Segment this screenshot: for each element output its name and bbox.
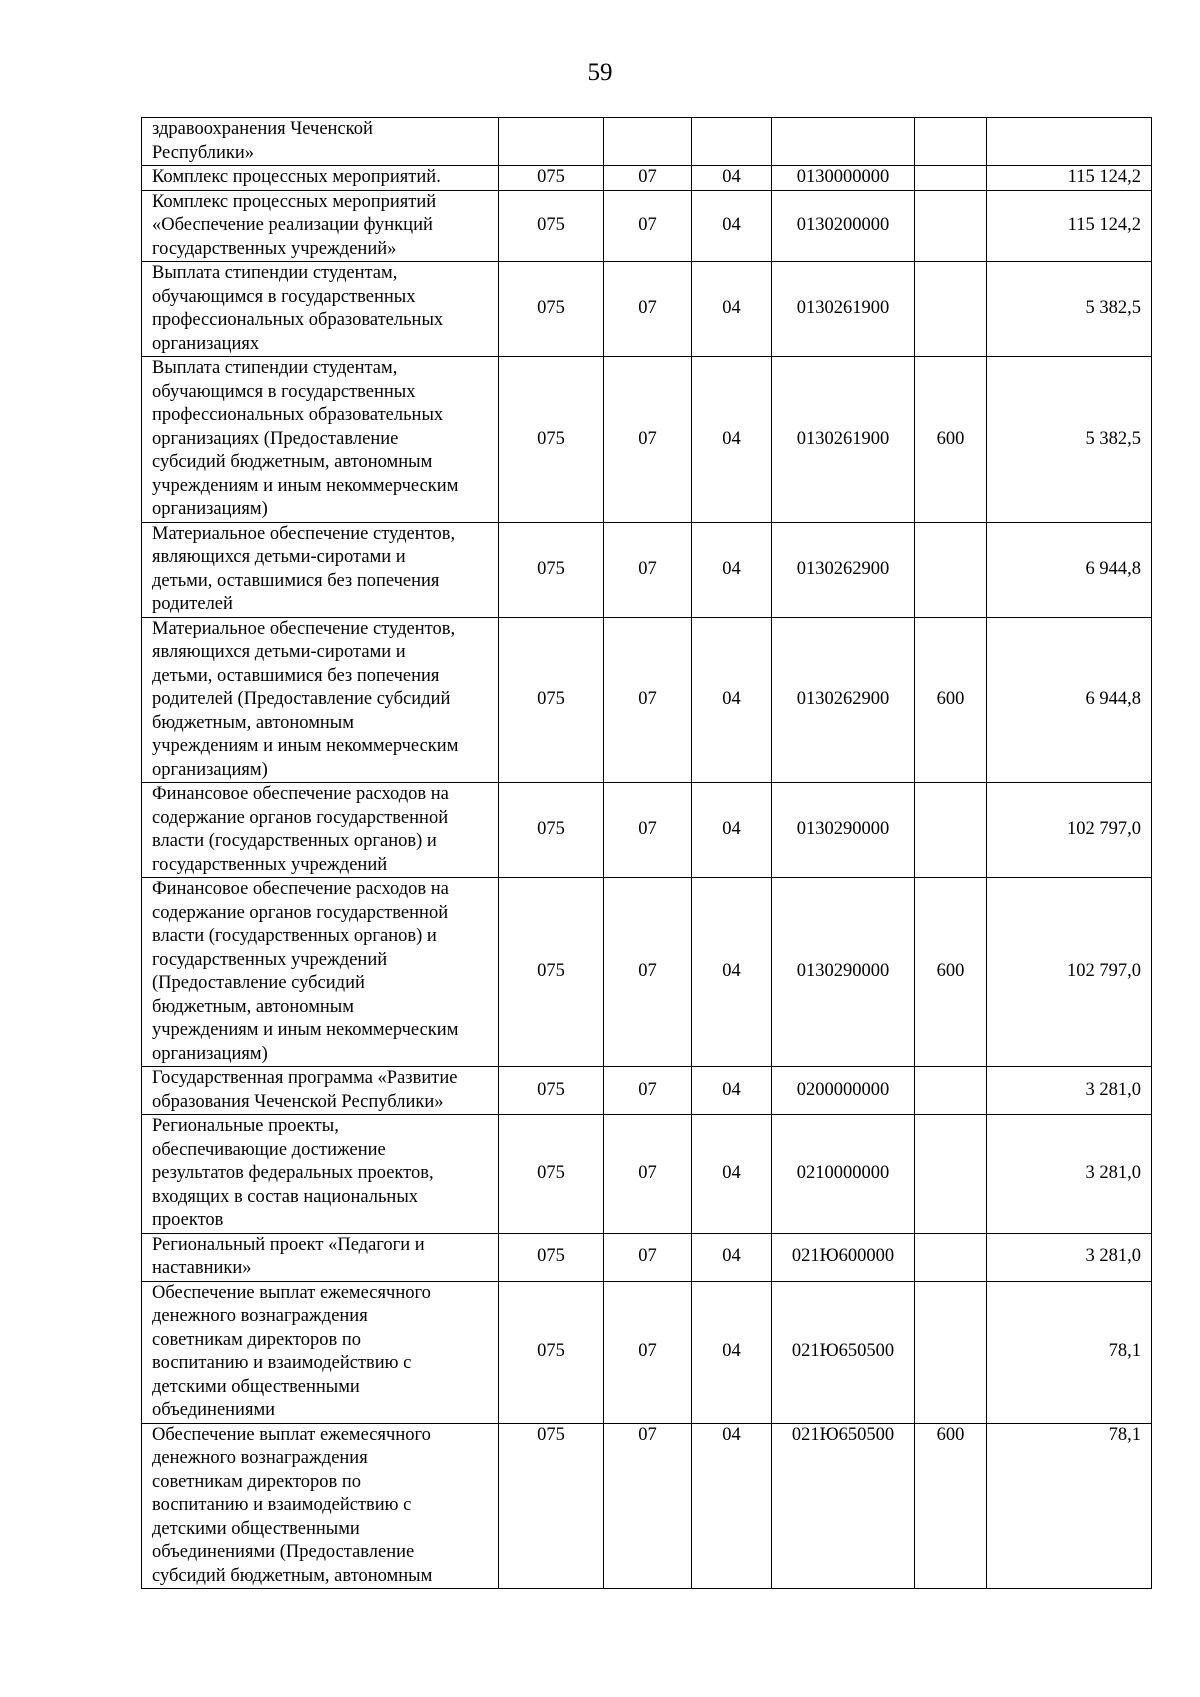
item-name-line: советникам директоров по [152,1471,362,1492]
subsection-code-cell: 04 [692,1115,772,1234]
subsection-code-cell: 04 [692,783,772,878]
expense-type-cell [915,1281,987,1423]
item-name-line: воспитанию и взаимодействию с [152,1353,412,1373]
expense-type-cell: 600 [915,357,987,523]
item-name-line: государственных учреждений» [152,238,397,259]
subsection-code-cell: 04 [692,357,772,523]
target-article-cell: 0130290000 [772,783,915,878]
item-name-cell [142,190,499,262]
item-name-line: наставники» [152,1258,252,1278]
subsection-code-cell: 04 [692,1233,772,1281]
table-row [142,617,1152,783]
section-code-cell [604,118,692,166]
subsection-code-cell: 04 [692,1281,772,1423]
expense-type-cell [915,166,987,191]
subsection-code-cell: 04 [692,166,772,191]
expense-type-cell [915,190,987,262]
item-name-line: субсидий бюджетным, автономным [152,452,433,472]
subsection-code-cell: 04 [692,522,772,617]
item-name-line: Региональный проект «Педагоги и [152,1234,425,1255]
ministry-code-cell: 075 [499,1067,604,1115]
item-name-line: родителей (Предоставление субсидий [152,689,451,709]
item-name-line: «Обеспечение реализации функций [152,215,433,235]
target-article-cell: 0130262900 [772,617,915,783]
table-row [142,878,1152,1067]
amount-cell: 3 281,0 [987,1233,1152,1281]
ministry-code-cell: 075 [499,190,604,262]
section-code-cell: 07 [604,617,692,783]
target-article-cell: 0200000000 [772,1067,915,1115]
item-name-line: Обеспечение выплат ежемесячного [152,1282,431,1303]
item-name-line: денежного вознаграждения [152,1448,368,1468]
amount-cell: 5 382,5 [987,262,1152,357]
table-row [142,1067,1152,1115]
item-name-cell [142,262,499,357]
item-name-line: обучающимся в государственных [152,286,416,307]
target-article-cell: 0210000000 [772,1115,915,1234]
item-name-cell [142,118,499,166]
section-code-cell: 07 [604,262,692,357]
item-name-line: организациях (Предоставление [152,428,399,449]
item-name-line: государственных учреждений [152,854,388,875]
amount-cell: 115 124,2 [987,190,1152,262]
amount-cell: 3 281,0 [987,1115,1152,1234]
item-name-cell [142,878,499,1067]
subsection-code-cell: 04 [692,262,772,357]
section-code-cell: 07 [604,522,692,617]
target-article-cell: 0130262900 [772,522,915,617]
item-name-line: Финансовое обеспечение расходов на [152,784,449,804]
section-code-cell: 07 [604,1423,692,1589]
item-name-line: детьми, оставшимися без попечения [152,570,440,591]
item-name-line: организациям) [152,1043,268,1064]
item-name-line: организациям) [152,759,268,780]
item-name-line: детскими общественными [152,1376,360,1397]
amount-cell: 5 382,5 [987,357,1152,523]
expense-type-cell [915,522,987,617]
budget-table [141,117,1152,1589]
item-name-cell [142,166,499,191]
section-code-cell: 07 [604,166,692,191]
subsection-code-cell: 04 [692,1423,772,1589]
table-row [142,783,1152,878]
item-name-line: учреждениям и иным некоммерческим [152,736,459,756]
table-row [142,262,1152,357]
item-name-cell [142,522,499,617]
expense-type-cell: 600 [915,878,987,1067]
item-name-line: содержание органов государственной [152,902,449,923]
item-name-line: являющихся детьми-сиротами и [152,642,406,662]
item-name-line: государственных учреждений [152,949,388,970]
item-name-line: Материальное обеспечение студентов, [152,523,456,544]
amount-cell: 102 797,0 [987,878,1152,1067]
amount-cell: 6 944,8 [987,522,1152,617]
item-name-line: профессиональных образовательных [152,310,444,330]
item-name-line: субсидий бюджетным, автономным [152,1565,433,1586]
ministry-code-cell: 075 [499,262,604,357]
item-name-line: (Предоставление субсидий [152,973,365,993]
item-name-line: учреждениям и иным некоммерческим [152,1020,459,1040]
item-name-cell [142,617,499,783]
target-article-cell: 0130290000 [772,878,915,1067]
item-name-line: образования Чеченской Республики» [152,1091,444,1112]
item-name-line: Выплата стипендии студентам, [152,263,398,283]
item-name-line: объединениями (Предоставление [152,1542,415,1562]
subsection-code-cell: 04 [692,617,772,783]
target-article-cell: 0130200000 [772,190,915,262]
item-name-line: власти (государственных органов) и [152,926,437,946]
item-name-line: бюджетным, автономным [152,996,354,1017]
item-name-line: содержание органов государственной [152,807,449,828]
expense-type-cell [915,1115,987,1234]
table-row [142,357,1152,523]
target-article-cell: 0130261900 [772,262,915,357]
item-name-line: здравоохранения Чеченской [152,119,373,139]
item-name-line: проектов [152,1210,224,1230]
ministry-code-cell: 075 [499,878,604,1067]
ministry-code-cell [499,118,604,166]
expense-type-cell: 600 [915,617,987,783]
section-code-cell: 07 [604,1233,692,1281]
item-name-line: организациям) [152,499,268,519]
table-row [142,1423,1152,1589]
item-name-cell [142,357,499,523]
expense-type-cell [915,1067,987,1115]
amount-cell: 102 797,0 [987,783,1152,878]
ministry-code-cell: 075 [499,1423,604,1589]
ministry-code-cell: 075 [499,1115,604,1234]
item-name-line: Государственная программа «Развитие [152,1068,458,1088]
item-name-line: Комплекс процессных мероприятий. [152,167,441,187]
table-row [142,190,1152,262]
ministry-code-cell: 075 [499,1233,604,1281]
section-code-cell: 07 [604,783,692,878]
section-code-cell: 07 [604,357,692,523]
section-code-cell: 07 [604,1281,692,1423]
target-article-cell: 0130261900 [772,357,915,523]
amount-cell: 78,1 [987,1423,1152,1589]
amount-cell: 6 944,8 [987,617,1152,783]
item-name-cell [142,1067,499,1115]
subsection-code-cell: 04 [692,1067,772,1115]
item-name-line: власти (государственных органов) и [152,831,437,851]
item-name-line: родителей [152,594,233,614]
expense-type-cell [915,783,987,878]
item-name-cell [142,1233,499,1281]
item-name-cell [142,783,499,878]
item-name-line: Комплекс процессных мероприятий [152,191,437,212]
table-row [142,522,1152,617]
ministry-code-cell: 075 [499,357,604,523]
expense-type-cell: 600 [915,1423,987,1589]
item-name-line: воспитанию и взаимодействию с [152,1495,412,1515]
item-name-line: обучающимся в государственных [152,381,416,402]
item-name-line: детскими общественными [152,1518,360,1539]
target-article-cell: 0130000000 [772,166,915,191]
item-name-line: детьми, оставшимися без попечения [152,665,440,686]
item-name-line: результатов федеральных проектов, [152,1163,434,1183]
item-name-line: Финансовое обеспечение расходов на [152,879,449,899]
ministry-code-cell: 075 [499,783,604,878]
section-code-cell: 07 [604,1115,692,1234]
item-name-line: обеспечивающие достижение [152,1139,386,1160]
item-name-line: объединениями [152,1400,276,1420]
amount-cell: 78,1 [987,1281,1152,1423]
item-name-line: денежного вознаграждения [152,1306,368,1326]
table-row [142,1115,1152,1234]
ministry-code-cell: 075 [499,617,604,783]
item-name-line: Выплата стипендии студентам, [152,358,398,378]
item-name-line: советникам директоров по [152,1329,362,1350]
item-name-line: Республики» [152,142,255,163]
ministry-code-cell: 075 [499,522,604,617]
item-name-cell [142,1115,499,1234]
expense-type-cell [915,1233,987,1281]
amount-cell: 115 124,2 [987,166,1152,191]
section-code-cell: 07 [604,1067,692,1115]
item-name-line: Региональные проекты, [152,1116,339,1136]
item-name-line: входящих в состав национальных [152,1186,419,1207]
item-name-line: профессиональных образовательных [152,405,444,425]
item-name-cell [142,1281,499,1423]
ministry-code-cell: 075 [499,1281,604,1423]
subsection-code-cell: 04 [692,878,772,1067]
item-name-cell [142,1423,499,1589]
expense-type-cell [915,262,987,357]
table-row [142,118,1152,166]
amount-cell: 3 281,0 [987,1067,1152,1115]
section-code-cell: 07 [604,878,692,1067]
expense-type-cell [915,118,987,166]
item-name-line: Обеспечение выплат ежемесячного [152,1424,431,1445]
amount-cell [987,118,1152,166]
item-name-line: организациях [152,333,260,354]
item-name-line: бюджетным, автономным [152,712,354,733]
table-row [142,166,1152,191]
target-article-cell: 021Ю600000 [772,1233,915,1281]
target-article-cell [772,118,915,166]
target-article-cell: 021Ю650500 [772,1423,915,1589]
subsection-code-cell: 04 [692,190,772,262]
section-code-cell: 07 [604,190,692,262]
page-number: 59 [587,59,613,86]
item-name-line: Материальное обеспечение студентов, [152,618,456,639]
subsection-code-cell [692,118,772,166]
target-article-cell: 021Ю650500 [772,1281,915,1423]
ministry-code-cell: 075 [499,166,604,191]
table-body [142,118,1152,1589]
item-name-line: являющихся детьми-сиротами и [152,547,406,567]
table-row [142,1281,1152,1423]
item-name-line: учреждениям и иным некоммерческим [152,475,459,496]
table-row [142,1233,1152,1281]
